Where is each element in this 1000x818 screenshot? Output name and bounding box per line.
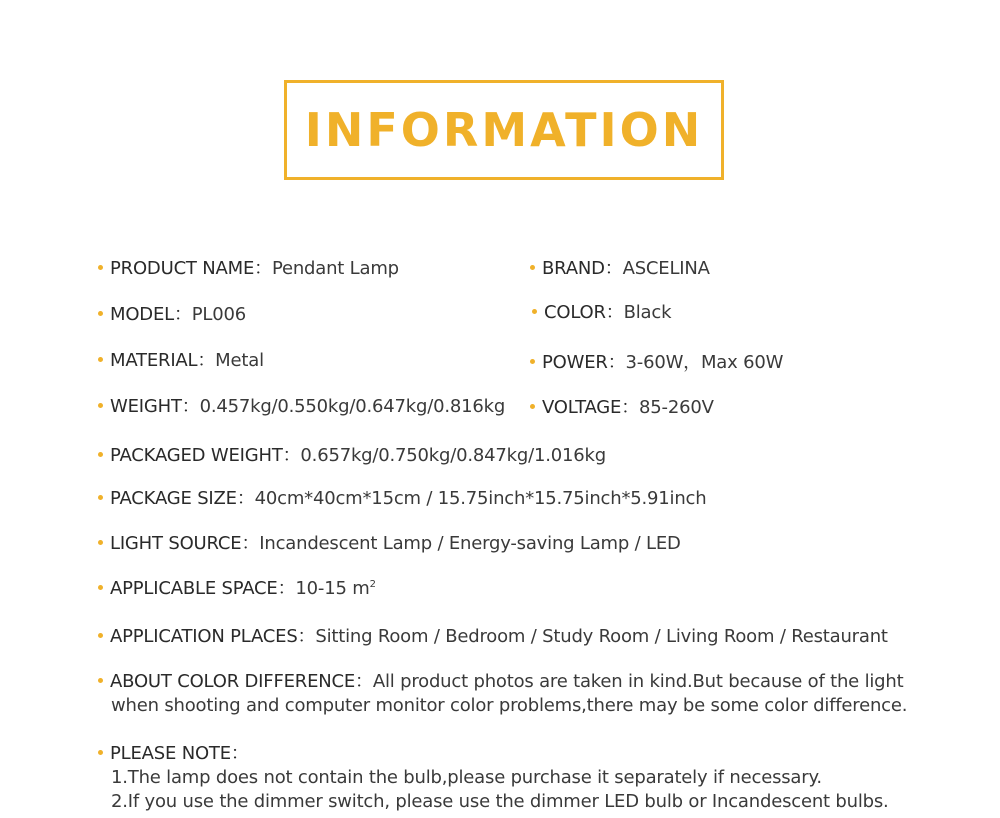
spec-applicable-space: [98, 577, 376, 601]
bullet-dot: [98, 633, 103, 638]
spec-value: Incandescent Lamp / Energy-saving Lamp / LED: [259, 533, 681, 554]
spec-value: PL006: [191, 304, 247, 325]
spec-value: 10-15 m: [295, 578, 370, 599]
spec-label: PRODUCT NAME：: [110, 258, 272, 279]
bullet-dot: [98, 540, 103, 545]
page-title: INFORMATION: [304, 103, 704, 157]
spec-weight: [98, 395, 505, 419]
spec-value: All product photos are taken in kind.But because of the light: [372, 671, 904, 692]
spec-label: BRAND：: [542, 258, 623, 279]
bullet-dot: [98, 750, 103, 755]
spec-label: APPLICABLE SPACE：: [110, 578, 296, 599]
spec-value: 0.657kg/0.750kg/0.847kg/1.016kg: [300, 445, 606, 466]
note-line-1: 1.The lamp does not contain the bulb,please purchase it separately if necessary.: [111, 767, 822, 788]
spec-application-places: [98, 625, 888, 649]
spec-power: [530, 351, 783, 375]
spec-light-source: [98, 532, 681, 556]
spec-value: ASCELINA: [622, 258, 710, 279]
spec-label: MATERIAL：: [110, 350, 216, 371]
bullet-dot: [98, 311, 103, 316]
spec-color: [532, 301, 671, 325]
spec-value: 40cm*40cm*15cm / 15.75inch*15.75inch*5.91inch: [254, 488, 707, 509]
spec-label: APPLICATION PLACES：: [110, 626, 316, 647]
bullet-dot: [98, 495, 103, 500]
spec-product-name: [98, 257, 399, 281]
spec-value: Pendant Lamp: [271, 258, 399, 279]
spec-label: PACKAGED WEIGHT：: [110, 445, 301, 466]
spec-model: [98, 303, 246, 327]
please-note-heading: [98, 742, 249, 766]
bullet-dot: [530, 404, 535, 409]
bullet-dot: [530, 265, 535, 270]
spec-label: LIGHT SOURCE：: [110, 533, 260, 554]
note-line-2: 2.If you use the dimmer switch, please use the dimmer LED bulb or Incandescent bulbs.: [111, 791, 889, 812]
spec-label: WEIGHT：: [110, 396, 200, 417]
bullet-dot: [530, 359, 535, 364]
superscript: 2: [369, 579, 376, 590]
color-difference-continuation: when shooting and computer monitor color problems,there may be some color difference.: [111, 695, 908, 716]
spec-package-size: [98, 487, 706, 511]
spec-value: 3-60W，Max 60W: [625, 352, 784, 373]
spec-label: MODEL：: [110, 304, 192, 325]
spec-value: Sitting Room / Bedroom / Study Room / Living Room / Restaurant: [315, 626, 888, 647]
spec-color-difference: [98, 670, 903, 694]
bullet-dot: [98, 357, 103, 362]
spec-brand: [530, 257, 710, 281]
spec-voltage: [530, 396, 714, 420]
bullet-dot: [98, 265, 103, 270]
spec-packaged-weight: [98, 444, 606, 468]
bullet-dot: [98, 678, 103, 683]
bullet-dot: [532, 309, 537, 314]
title-frame: [284, 80, 724, 180]
spec-value: Black: [623, 302, 672, 323]
bullet-dot: [98, 403, 103, 408]
spec-label: VOLTAGE：: [542, 397, 640, 418]
spec-value: 85-260V: [639, 397, 714, 418]
bullet-dot: [98, 585, 103, 590]
spec-material: [98, 349, 264, 373]
spec-label: COLOR：: [544, 302, 624, 323]
spec-label: ABOUT COLOR DIFFERENCE：: [110, 671, 373, 692]
spec-label: POWER：: [542, 352, 626, 373]
spec-value: 0.457kg/0.550kg/0.647kg/0.816kg: [199, 396, 506, 417]
spec-label: PACKAGE SIZE：: [110, 488, 255, 509]
spec-value: Metal: [215, 350, 264, 371]
note-label: PLEASE NOTE：: [110, 743, 249, 764]
bullet-dot: [98, 452, 103, 457]
